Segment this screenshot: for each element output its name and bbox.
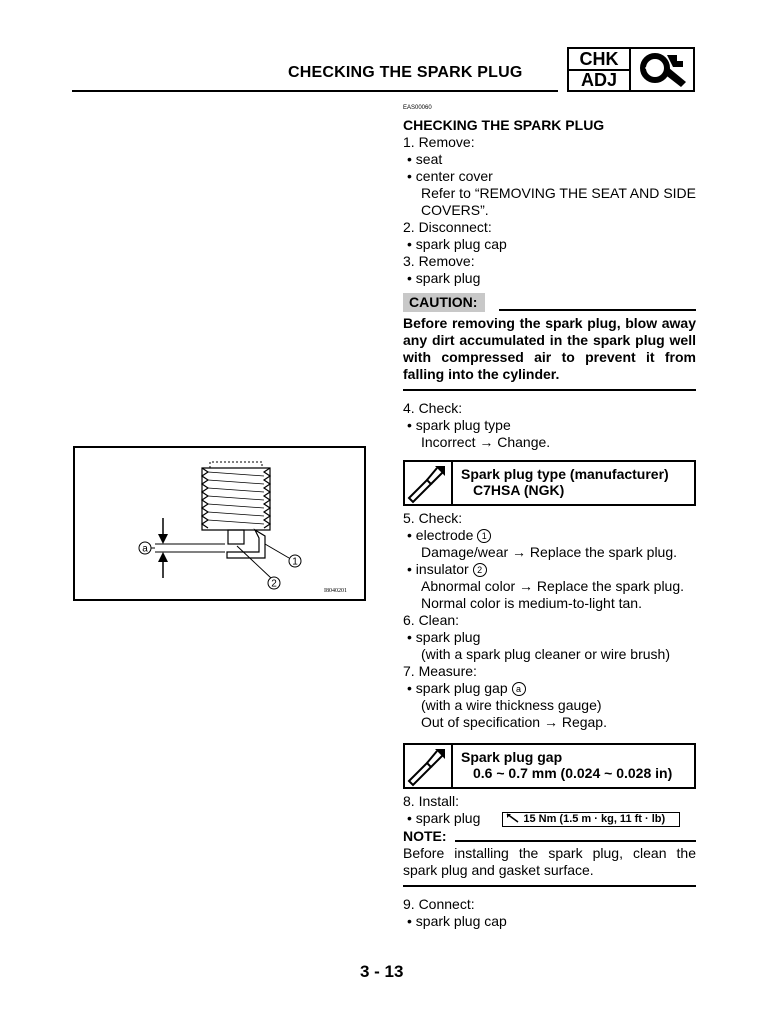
badge-text-block [569, 49, 631, 90]
caution-rule [499, 309, 696, 311]
step-9-item: • spark plug cap [407, 913, 507, 929]
insulator-label: • insulator [407, 561, 469, 577]
step-3: 3. Remove: [403, 253, 475, 269]
spec-box-plug-type [403, 460, 696, 506]
step-5-electrode [403, 527, 696, 544]
step-3-item: • spark plug [407, 270, 481, 286]
step-6-item: • spark plug [407, 629, 481, 645]
spec-plug-gap-title: Spark plug gap [461, 749, 563, 765]
page-header-title: CHECKING THE SPARK PLUG [288, 64, 523, 81]
step-5-insulator [403, 561, 696, 578]
torque-spec [502, 812, 680, 827]
step-4: 4. Check: [403, 400, 463, 416]
note-rule [455, 840, 696, 842]
note-header [403, 828, 696, 845]
step-4-note: Incorrect → Change. [421, 434, 551, 450]
step-8-item-label: • spark plug [407, 810, 481, 826]
step-4-item: • spark plug type [407, 417, 511, 433]
caution-bottom-rule [403, 389, 696, 391]
header-rule [72, 90, 558, 92]
step-8-item [403, 810, 696, 827]
page-number: 3 - 13 [360, 962, 404, 981]
step-9: 9. Connect: [403, 896, 475, 912]
step-1-reference: Refer to “REMOVING THE SEAT AND SIDE COVERS”. [421, 185, 696, 218]
electrode-callout: 1 [477, 529, 491, 543]
callout-a-text: a [142, 543, 148, 555]
step-5-insulator-note-1: Abnormal color → Replace the spark plug. [421, 578, 685, 594]
figure-code: I8040201 [324, 588, 347, 594]
step-7: 7. Measure: [403, 663, 477, 679]
badge-chk: CHK [569, 49, 629, 71]
spec-box-plug-gap [403, 743, 696, 789]
chk-adj-badge [567, 47, 695, 92]
note-text: Before installing the spark plug, clean the spark plug and gasket surface. [403, 845, 696, 878]
step-6: 6. Clean: [403, 612, 460, 628]
step-5: 5. Check: [403, 510, 463, 526]
step-1: 1. Remove: [403, 134, 475, 150]
step-7-note-2: Out of specification → Regap. [421, 714, 607, 730]
gap-callout: a [512, 682, 526, 696]
step-5-insulator-note-2: Normal color is medium-to-light tan. [421, 595, 642, 611]
step-5-electrode-note: Damage/wear → Replace the spark plug. [421, 544, 678, 560]
step-2-item: • spark plug cap [407, 236, 507, 252]
step-7-note-1: (with a wire thickness gauge) [421, 697, 602, 713]
spec-gauge-icon [405, 745, 453, 787]
step-1-item-seat: • seat [407, 151, 443, 167]
step-6-note: (with a spark plug cleaner or wire brush) [421, 646, 670, 662]
spark-plug-figure [73, 446, 366, 601]
badge-adj: ADJ [580, 70, 617, 90]
wrench-icon [633, 51, 691, 88]
step-7-item [403, 680, 696, 697]
torque-value: 15 Nm (1.5 m · kg, 11 ft · lb) [523, 813, 666, 825]
callout-1-text: 1 [292, 556, 298, 568]
section-code: EAS00060 [403, 105, 432, 111]
caution-text: Before removing the spark plug, blow away any dirt accumulated in the spark plug well with compressed air to prevent it from falling into the cylinder. [403, 315, 696, 382]
spec-gauge-icon [405, 462, 453, 504]
gap-label: • spark plug gap [407, 680, 508, 696]
insulator-callout: 2 [473, 563, 487, 577]
step-8: 8. Install: [403, 793, 460, 809]
electrode-label: • electrode [407, 527, 474, 543]
section-title: CHECKING THE SPARK PLUG [403, 117, 605, 133]
spec-plug-type-title: Spark plug type (manufacturer) [461, 466, 669, 482]
step-1-item-center-cover: • center cover [407, 168, 493, 184]
note-label: NOTE: [403, 828, 447, 844]
content-column [403, 100, 696, 930]
spec-plug-type-value: C7HSA (NGK) [473, 482, 565, 498]
caution-header [403, 293, 696, 313]
caution-label: CAUTION: [403, 293, 485, 312]
note-bottom-rule [403, 885, 696, 887]
torque-wrench-icon [506, 813, 520, 823]
callout-2-text: 2 [271, 578, 277, 590]
spec-plug-gap-value: 0.6 ~ 0.7 mm (0.024 ~ 0.028 in) [473, 765, 673, 781]
step-2: 2. Disconnect: [403, 219, 492, 235]
spark-plug-diagram [75, 448, 364, 599]
